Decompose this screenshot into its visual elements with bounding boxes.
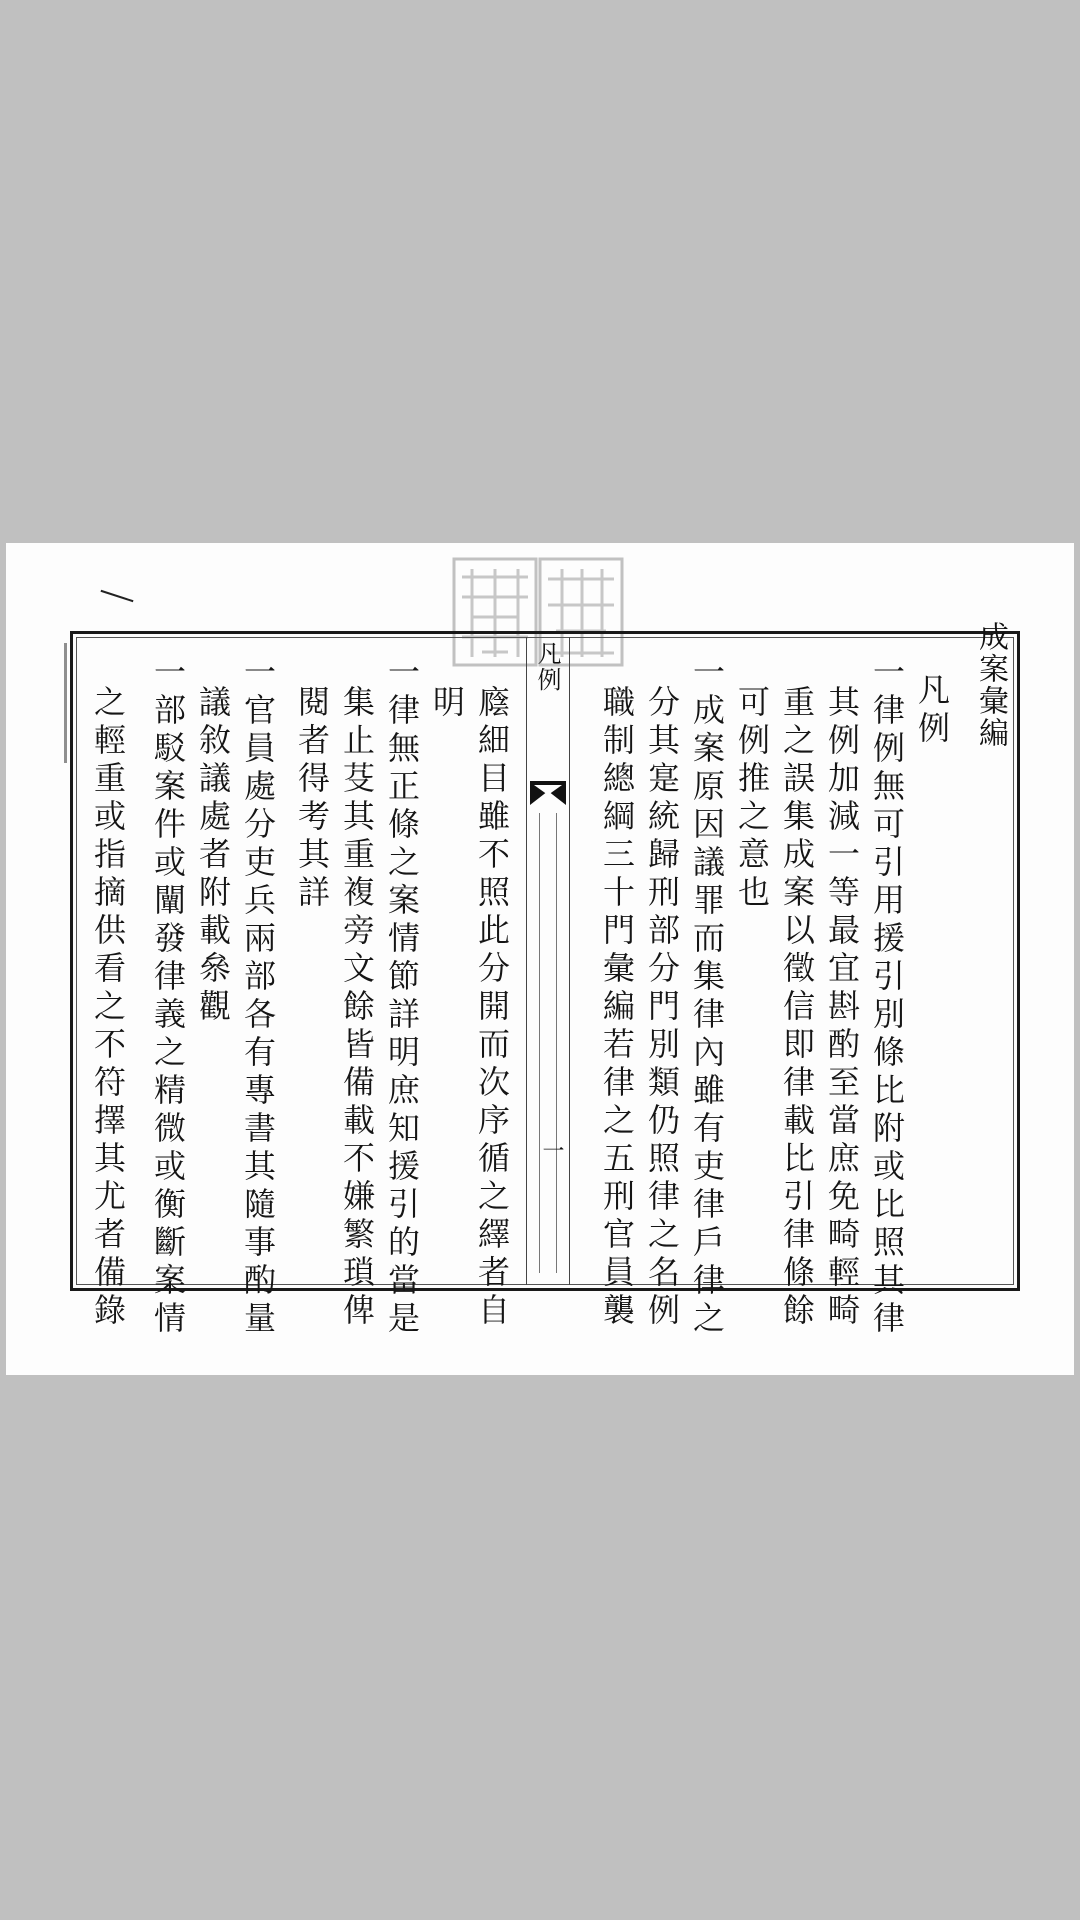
ink-blemish [64,643,67,763]
book-title: 成案彙編 [973,621,1008,749]
text-column: 可例推之意也 [733,685,771,913]
text-column: 其例加減一等最宜斟酌至當庶免畸輕畸 [823,685,861,1331]
fishtail-mark-icon [528,779,568,809]
center-strip-title: 凡例 [533,641,561,693]
text-column: 一律無正條之案情節詳明庶知援引的當是 [383,655,421,1339]
text-column: 閱者得考其詳 [293,685,331,913]
text-column: 一部駁案件或闡發律義之精微或衡斷案情 [149,655,187,1339]
text-column: 職制總綱三十門彙編若律之五刑官員襲 [598,685,636,1331]
text-column: 議敘議處者附載㕘觀 [194,685,232,1027]
book-page [6,543,1074,1375]
text-column: 集止芟其重複旁文餘皆備載不嫌繁瑣俾 [338,685,376,1331]
text-column: 廕細目雖不照此分開而次序循之繹者自 [473,685,511,1331]
text-column: 一成案原因議罪而集律內雖有吏律戶律之 [688,655,726,1339]
center-strip-rules [539,813,557,1273]
page-number: 一 [539,1139,564,1161]
section-heading: 凡例 [913,673,951,749]
text-column: 一官員處分吏兵兩部各有專書其隨事酌量 [239,655,277,1339]
text-column: 明 [428,685,466,723]
text-column: 一律例無可引用援引別條比附或比照其律 [868,655,906,1339]
text-column: 之輕重或指摘供看之不符擇其尤者備錄 [89,685,127,1331]
text-column: 重之誤集成案以徵信即律載比引律條餘 [778,685,816,1331]
text-column: 分其寔統歸刑部分門別類仍照律之名例 [643,685,681,1331]
ink-blemish [101,590,134,602]
